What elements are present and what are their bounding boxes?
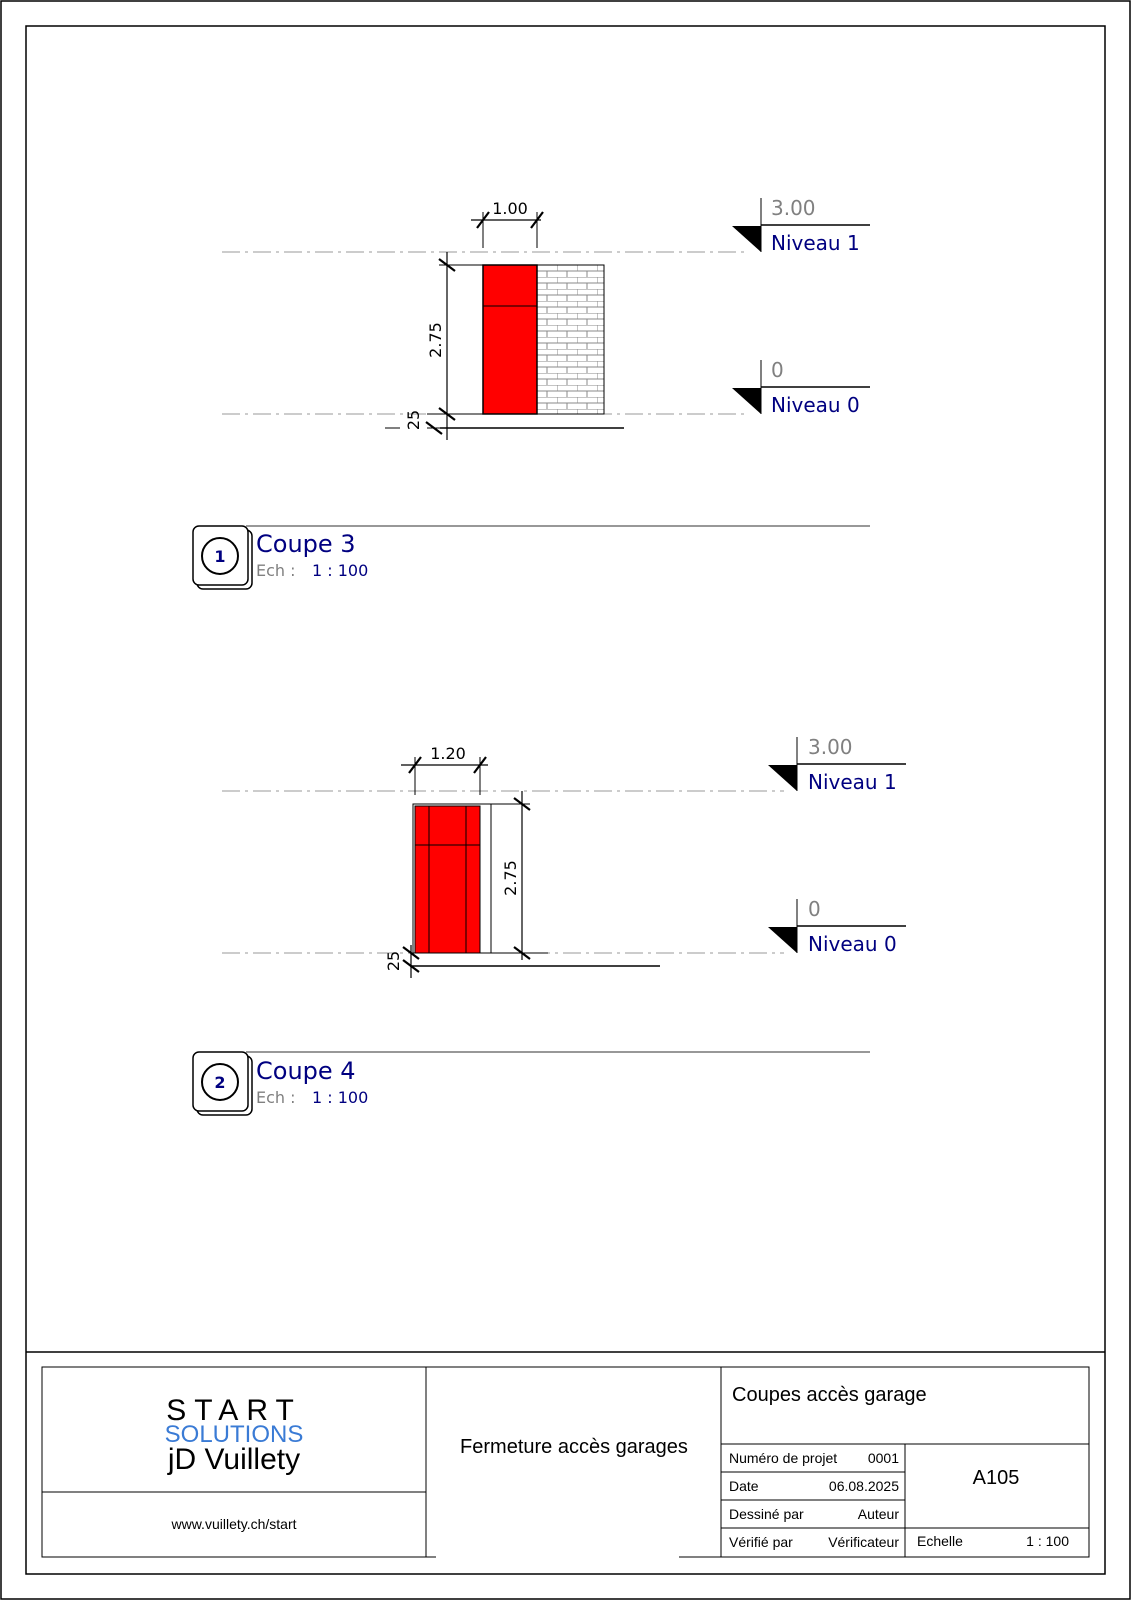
logo-solutions: SOLUTIONS xyxy=(164,1421,304,1448)
level-marker-niveau-0 xyxy=(732,358,870,417)
project-number-label: Numéro de projet xyxy=(729,1450,838,1466)
sheet-inner-border xyxy=(26,26,1105,1574)
view-scale: 1 : 100 xyxy=(312,1088,369,1107)
level-value: 0 xyxy=(771,358,784,382)
checked-by-label: Vérifié par xyxy=(729,1534,793,1550)
view-title-block xyxy=(193,526,870,589)
view-scale: 1 : 100 xyxy=(312,561,369,580)
company-logo xyxy=(165,1394,304,1476)
view-scale-label: Ech : xyxy=(256,1088,296,1107)
drawn-by: Auteur xyxy=(857,1506,899,1522)
website-link[interactable]: www.vuillety.ch/start xyxy=(171,1516,297,1532)
width-dimension-label: 1.20 xyxy=(430,744,466,763)
sheet-title: Coupes accès garage xyxy=(732,1384,927,1406)
level-name: Niveau 1 xyxy=(808,770,897,794)
title-block xyxy=(26,1352,1105,1557)
level-marker-niveau-0 xyxy=(768,897,906,956)
width-dimension xyxy=(401,744,488,795)
level-name: Niveau 0 xyxy=(771,393,860,417)
level-value: 3.00 xyxy=(808,735,853,759)
section-view-1 xyxy=(193,196,870,589)
level-name: Niveau 0 xyxy=(808,932,897,956)
project-number: 0001 xyxy=(867,1450,899,1466)
view-title: Coupe 3 xyxy=(256,530,356,558)
garage-door-panel xyxy=(415,806,480,953)
checked-by: Vérificateur xyxy=(828,1534,899,1550)
base-dimension-label: 25 xyxy=(404,409,423,431)
sheet-outer-border xyxy=(1,1,1130,1599)
scale-value: 1 : 100 xyxy=(1026,1533,1069,1549)
drawn-by-label: Dessiné par xyxy=(729,1506,804,1522)
height-dimension-label: 2.75 xyxy=(426,322,445,358)
logo-name: jD Vuillety xyxy=(167,1443,301,1476)
view-scale-label: Ech : xyxy=(256,561,296,580)
level-value: 0 xyxy=(808,897,821,921)
height-dimension xyxy=(404,252,483,440)
scale-label: Echelle xyxy=(917,1533,963,1549)
level-marker-niveau-1 xyxy=(732,196,870,255)
level-name: Niveau 1 xyxy=(771,231,860,255)
garage-door-panel xyxy=(483,265,537,414)
view-title-block xyxy=(193,1052,870,1115)
date-label: Date xyxy=(729,1478,759,1494)
brick-wall xyxy=(537,265,604,414)
view-number: 1 xyxy=(214,547,226,566)
base-dimension-label: 25 xyxy=(384,950,403,972)
level-value: 3.00 xyxy=(771,196,816,220)
width-dimension xyxy=(471,199,543,248)
view-number: 2 xyxy=(214,1073,226,1092)
logo-start: START xyxy=(166,1394,302,1427)
date-value: 06.08.2025 xyxy=(828,1478,899,1494)
level-marker-niveau-1 xyxy=(768,735,906,794)
view-title: Coupe 4 xyxy=(256,1057,356,1085)
section-view-2 xyxy=(193,735,906,1115)
sheet-number: A105 xyxy=(972,1467,1020,1489)
height-dimension-label: 2.75 xyxy=(501,860,520,896)
project-name: Fermeture accès garages xyxy=(460,1436,688,1458)
width-dimension-label: 1.00 xyxy=(492,199,528,218)
